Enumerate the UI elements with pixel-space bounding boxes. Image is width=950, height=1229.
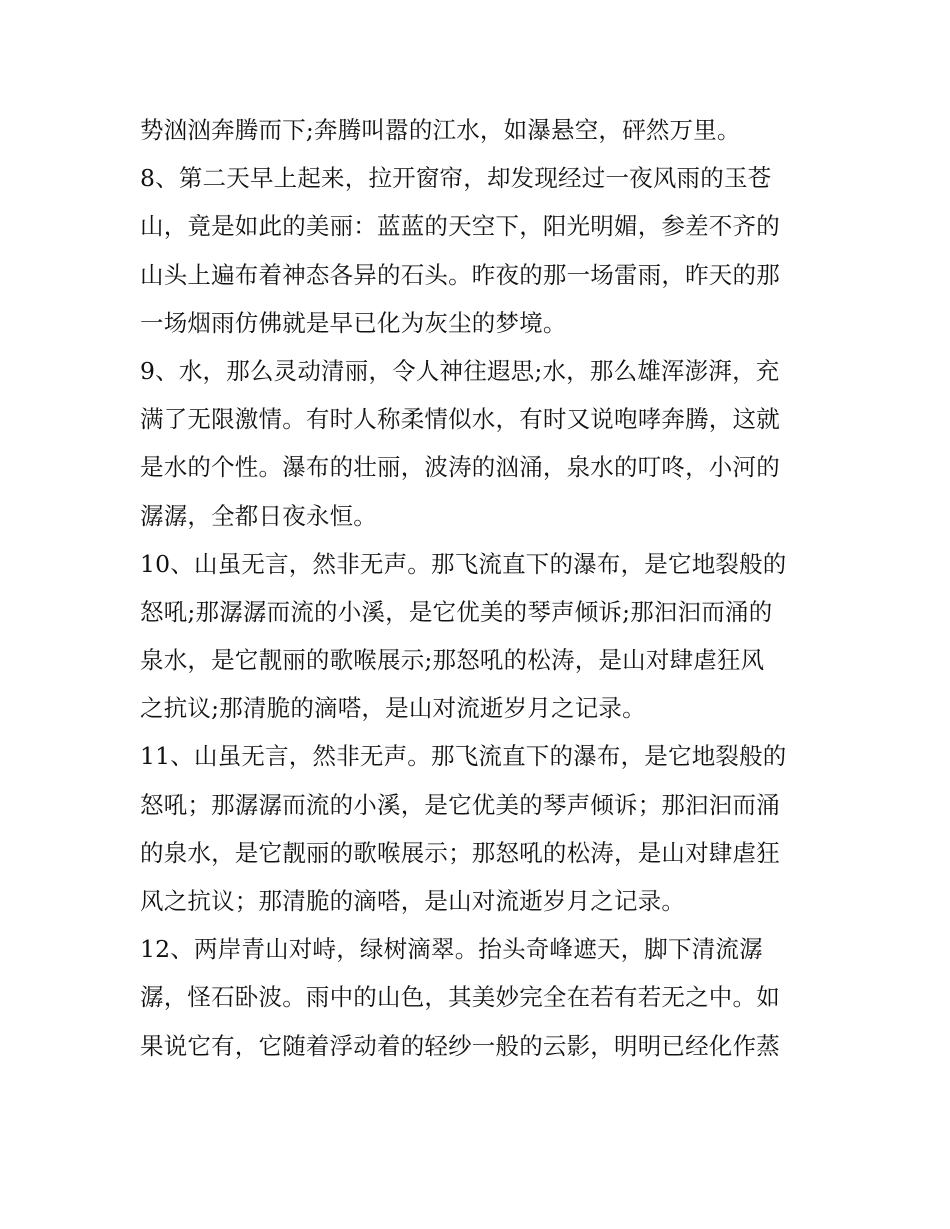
text-line: 之抗议;那清脆的滴嗒，是山对流逝岁月之记录。 (140, 694, 646, 723)
text-line: 一场烟雨仿佛就是早已化为灰尘的梦境。 (140, 308, 567, 337)
text-line: 果说它有，它随着浮动着的轻纱一般的云影，明明已经化作蒸 (140, 1031, 780, 1060)
text-line: 是水的个性。瀑布的壮丽，波涛的汹涌，泉水的叮咚，小河的 (140, 453, 780, 482)
text-line: 11、山虽无言，然非无声。那飞流直下的瀑布，是它地裂般的 (140, 742, 787, 771)
text-line: 山，竟是如此的美丽：蓝蓝的天空下，阳光明媚，参差不齐的 (140, 212, 780, 241)
text-line: 潺潺，全都日夜永恒。 (140, 501, 377, 530)
text-line: 泉水，是它靓丽的歌喉展示;那怒吼的松涛，是山对肆虐狂风 (140, 646, 765, 675)
text-line: 10、山虽无言，然非无声。那飞流直下的瀑布，是它地裂般的 (140, 549, 787, 578)
text-line: 风之抗议；那清脆的滴嗒，是山对流逝岁月之记录。 (140, 887, 686, 915)
text-line: 满了无限激情。有时人称柔情似水，有时又说咆哮奔腾，这就 (140, 405, 780, 434)
text-line: 8、第二天早上起来，拉开窗帘，却发现经过一夜风雨的玉苍 (140, 164, 772, 193)
body-text (140, 106, 820, 1070)
text-line: 12、两岸青山对峙，绿树滴翠。抬头奇峰遮天，脚下清流潺 (140, 935, 763, 964)
text-line: 的泉水，是它靓丽的歌喉展示；那怒吼的松涛，是山对肆虐狂 (140, 838, 780, 867)
text-line: 怒吼;那潺潺而流的小溪，是它优美的琴声倾诉;那汩汩而涌的 (140, 597, 773, 626)
text-line: 怒吼；那潺潺而流的小溪，是它优美的琴声倾诉；那汩汩而涌 (140, 790, 780, 819)
text-line: 9、水，那么灵动清丽，令人神往遐思;水，那么雄浑澎湃，充 (140, 356, 780, 385)
text-line: 山头上遍布着神态各异的石头。昨夜的那一场雷雨，昨天的那 (140, 260, 780, 289)
text-line: 潺，怪石卧波。雨中的山色，其美妙完全在若有若无之中。如 (140, 983, 780, 1012)
text-line: 势汹汹奔腾而下;奔腾叫嚣的江水，如瀑悬空，砰然万里。 (140, 116, 741, 144)
